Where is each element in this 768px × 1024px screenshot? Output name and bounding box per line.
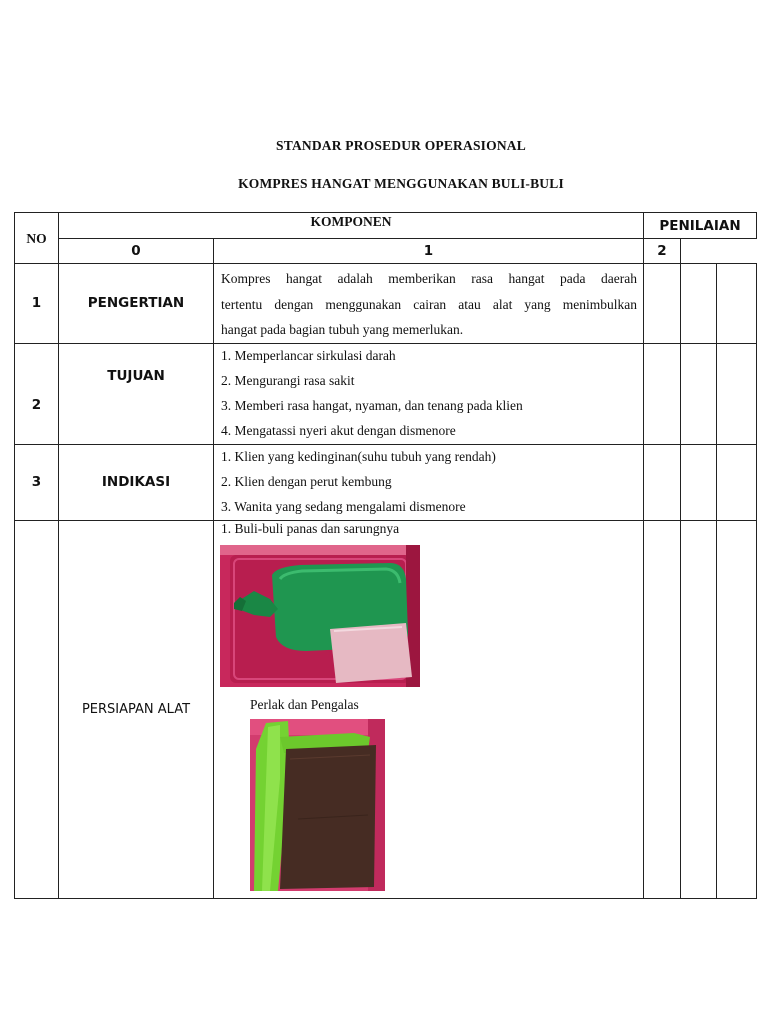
row-number: 1	[15, 264, 59, 344]
score-cell	[681, 264, 717, 344]
table-row	[15, 444, 757, 520]
header-row	[15, 213, 757, 239]
row-number: 3	[15, 444, 59, 520]
document-subtitle: KOMPRES HANGAT MENGGUNAKAN BULI-BULI	[238, 176, 564, 191]
alat-item-perlak: Perlak dan Pengalas	[250, 696, 359, 712]
row-label-indikasi: INDIKASI	[59, 444, 214, 520]
score-2-header: 2	[644, 239, 681, 264]
score-0-header: 0	[59, 239, 214, 264]
score-cell	[681, 520, 717, 898]
indikasi-list	[214, 444, 644, 520]
alat-item-buli-buli: 1. Buli-buli panas dan sarungnya	[221, 520, 400, 536]
header-komponen: KOMPONEN	[59, 213, 644, 239]
score-cell	[681, 444, 717, 520]
score-1-header: 1	[214, 239, 644, 264]
pengertian-line: Kompres hangat adalah memberikan rasa hangat pada daerah	[221, 271, 637, 286]
document-title: STANDAR PROSEDUR OPERASIONAL	[276, 138, 526, 153]
header-score-row	[15, 239, 757, 264]
pengertian-line: tertentu dengan menggunakan cairan atau alat yang menimbulkan	[221, 296, 637, 312]
score-cell	[717, 520, 757, 898]
table-row	[15, 343, 757, 444]
list-item: 3. Wanita yang sedang mengalami dismenore	[221, 498, 466, 514]
list-item: 2. Mengurangi rasa sakit	[221, 372, 355, 388]
score-cell	[717, 444, 757, 520]
header-penilaian: PENILAIAN	[644, 213, 757, 239]
perlak-pengalas-photo	[250, 719, 385, 891]
sop-table	[14, 212, 757, 899]
score-cell	[681, 343, 717, 444]
hot-water-bottle-photo	[220, 545, 420, 687]
list-item: 4. Mengatassi nyeri akut dengan dismenore	[221, 422, 456, 438]
persiapan-alat-content	[214, 520, 644, 898]
score-cell	[644, 520, 681, 898]
list-item: 1. Memperlancar sirkulasi darah	[221, 347, 396, 363]
list-item: 2. Klien dengan perut kembung	[221, 473, 392, 489]
header-no: NO	[15, 213, 59, 264]
score-cell	[717, 343, 757, 444]
row-number	[15, 520, 59, 898]
table-row	[15, 520, 757, 898]
pengertian-text	[214, 264, 644, 344]
list-item: 3. Memberi rasa hangat, nyaman, dan tenang pada klien	[221, 397, 523, 413]
row-label-tujuan: TUJUAN	[59, 343, 214, 444]
row-label-pengertian: PENGERTIAN	[59, 264, 214, 344]
score-cell	[644, 343, 681, 444]
list-item: 1. Klien yang kedinginan(suhu tubuh yang rendah)	[221, 448, 496, 464]
score-cell	[644, 444, 681, 520]
pengertian-line: hangat pada bagian tubuh yang memerlukan.	[221, 322, 464, 337]
score-cell	[644, 264, 681, 344]
row-number: 2	[15, 343, 59, 444]
score-cell	[717, 264, 757, 344]
row-label-persiapan-alat: PERSIAPAN ALAT	[59, 520, 214, 898]
tujuan-list	[214, 343, 644, 444]
table-row	[15, 264, 757, 344]
